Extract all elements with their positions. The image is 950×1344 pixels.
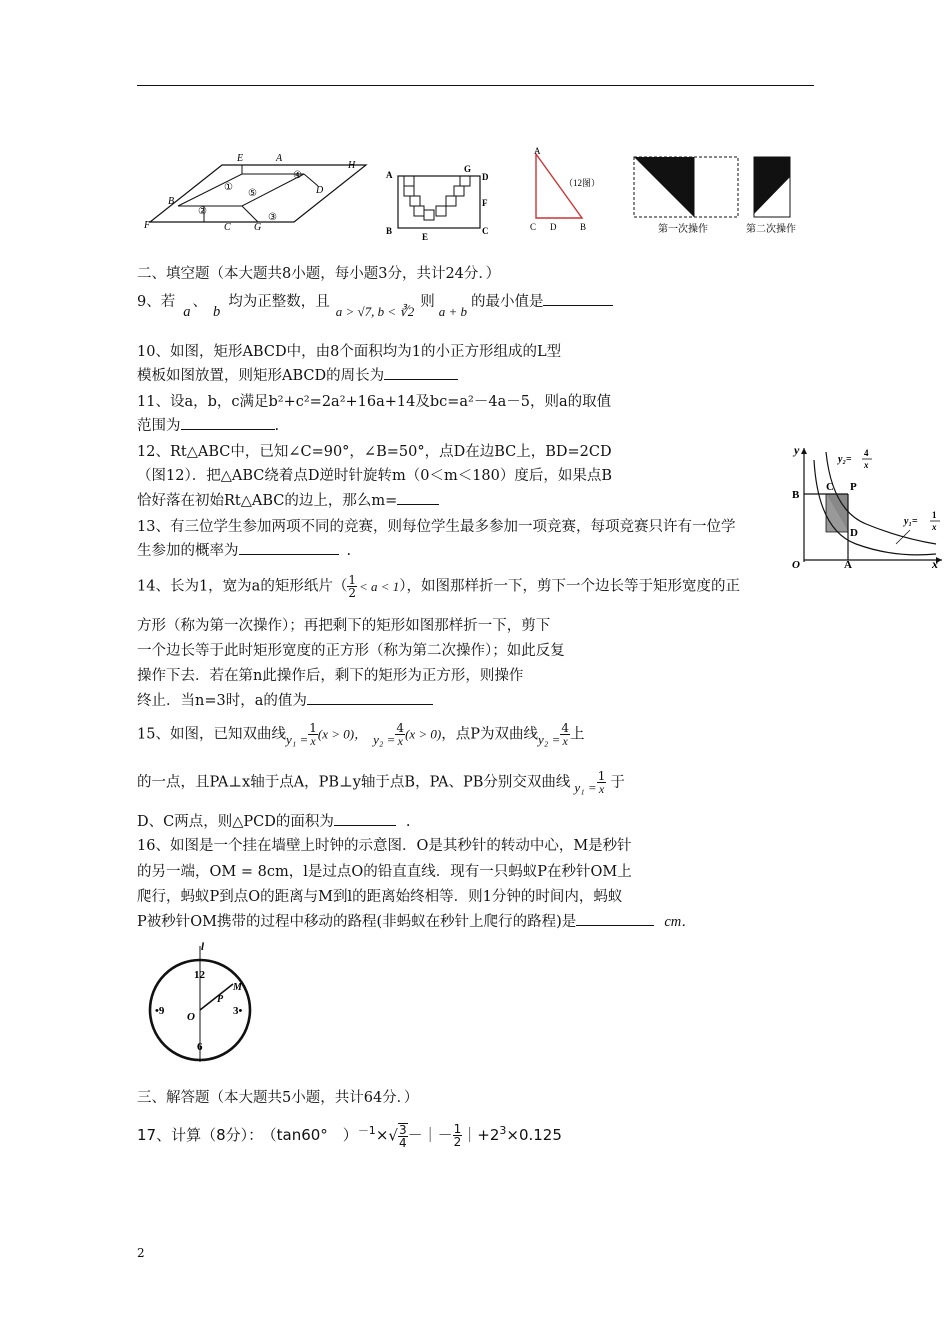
q14-line1b: ），如图那样折一下，剪下一个边长等于矩形宽度的正 (399, 578, 741, 595)
q14-line1a: 14、长为1，宽为a的矩形纸片（ (137, 578, 348, 595)
fig-label-A: A (276, 153, 283, 164)
q16-line1: 16、如图是一个挂在墙壁上时钟的示意图．O是其秒针的转动中心，M是秒针 (137, 838, 632, 854)
q17-prefix: 17、计算（8分）： (137, 1126, 264, 1144)
q12-line3: 恰好落在初始Rt△ABC的边上，那么m= (137, 493, 398, 509)
q15-line1a: 15、如图，已知双曲线 (137, 726, 286, 743)
q17-cube: 3 (499, 1124, 507, 1137)
q17-sqrt: √ $\frac{3}{4}$ (388, 1122, 407, 1150)
clock-o: O (187, 1011, 195, 1023)
graph-y-label: y (794, 443, 800, 457)
figure-hyperbola-graph (786, 440, 946, 570)
graph-b-label: B (792, 489, 800, 501)
question-15-line2 (137, 770, 625, 795)
q17-sqrt-den: 4 (398, 1135, 407, 1150)
q15-y2-repeat: y₂ = (538, 731, 561, 747)
figure-L-template (384, 160, 494, 242)
graph-y1-den: x (932, 522, 937, 532)
question-15-line3 (137, 810, 410, 831)
question-12-line3 (137, 489, 439, 510)
graph-y1-num: 1 (932, 510, 937, 520)
header-rule (137, 85, 814, 86)
clock-m: M (233, 982, 242, 993)
graph-p-label: P (850, 481, 857, 493)
fig12-label-D: D (550, 222, 557, 232)
fig-label-E: E (237, 153, 244, 164)
q16-unit: cm． (664, 914, 696, 930)
graph-c-label: C (826, 481, 834, 493)
page-number: 2 (137, 1246, 145, 1260)
q16-line3: 爬行，蚂蚁P到点O的距离与M到l的距离始终相等．则1分钟的时间内，蚂蚁 (137, 889, 623, 905)
q9-prefix: 9、若 (137, 294, 176, 310)
fig-label-3: ③ (268, 212, 277, 223)
q14-line5: 终止．当n=3时，a的值为 (137, 693, 307, 709)
q15-y2: y₂ = (373, 731, 396, 747)
L-label-D: D (482, 172, 489, 182)
q15-y2-repeat-fraction: $\frac{4}{x}$ (561, 721, 569, 748)
graph-x-label: x (932, 557, 938, 570)
q9-then: 则 (420, 294, 435, 310)
question-17 (137, 1122, 562, 1149)
L-label-B: B (386, 226, 393, 236)
q9-expr: a + b (438, 304, 467, 319)
fig-label-D: D (316, 185, 324, 196)
q9-a: a (183, 304, 191, 320)
op1-caption: 第一次操作 (658, 224, 708, 235)
q13-line2: 生参加的概率为 (137, 543, 239, 559)
figure-clock (137, 938, 263, 1066)
fig12-label-A: A (534, 146, 541, 156)
q15-y2-num: 4 (396, 721, 405, 735)
q17-half (453, 1123, 463, 1148)
q15-line3-end: . (405, 814, 411, 830)
fig-label-4: ④ (293, 170, 302, 181)
graph-d-label: D (850, 527, 858, 539)
q15-y2-fraction (395, 722, 405, 747)
q15-line1c: 上 (569, 726, 585, 743)
q9-answer-blank[interactable] (543, 291, 613, 306)
q15-y2-cond: (x > 0) (405, 726, 442, 742)
q15-y1-num: 1 (309, 721, 317, 735)
q11-line2-end: . (274, 418, 280, 434)
L-label-C: C (482, 226, 489, 236)
fig-label-G: G (254, 222, 262, 233)
L-label-F: F (482, 198, 488, 208)
fig-label-F: F (144, 220, 151, 231)
fig-label-B: B (168, 196, 175, 207)
q14-line2: 方形（称为第一次操作）；再把剩下的矩形如图那样折一下，剪下 (137, 618, 551, 634)
q10-answer-blank[interactable] (384, 365, 458, 380)
fig-label-5: ⑤ (248, 188, 257, 199)
question-11-line2 (137, 414, 279, 435)
question-15-line1 (137, 722, 584, 747)
q14-frac-num: 1 (348, 573, 356, 587)
clock-3: 3• (233, 1005, 243, 1017)
q14-line4: 操作下去．若在第n此操作后，剩下的矩形为正方形，则操作 (137, 668, 524, 684)
fig-label-H: H (348, 160, 356, 171)
q12-answer-blank[interactable] (397, 490, 439, 505)
graph-o-label: O (792, 559, 800, 570)
q13-line2-end: . (346, 543, 352, 559)
question-16-line4 (137, 910, 696, 931)
q11-line2: 范围为 (137, 418, 181, 434)
q17-expr-a: （tan60° ） (269, 1126, 358, 1144)
q11-answer-blank[interactable] (181, 415, 275, 430)
figure-second-operation (744, 154, 814, 236)
clock-6: 6 (197, 1041, 203, 1053)
q15-y1-cond: (x > 0)， (317, 726, 368, 742)
q9-sep: 、 (192, 294, 207, 310)
q17-half-num: 1 (453, 1122, 462, 1136)
fig12-label-C: C (530, 222, 537, 232)
q15-y1-repeat: y₁ = (574, 779, 597, 795)
figure-first-operation (632, 154, 742, 236)
figure-parallelogram (138, 148, 368, 238)
q15-y1-fraction (308, 722, 318, 747)
graph-y2-label: y₂= (838, 454, 852, 465)
q10-line2: 模板如图放置，则矩形ABCD的周长为 (137, 368, 385, 384)
q9-suffix: 的最小值是 (470, 294, 544, 310)
q14-ineq: < a < 1 (358, 578, 400, 594)
graph-y2-den: x (864, 460, 869, 470)
q17-minus: －｜－ (407, 1126, 453, 1144)
q9-mid: 均为正整数，且 (228, 294, 330, 310)
q12-line1: 12、Rt△ABC中，已知∠C=90°，∠B=50°，点D在边BC上，BD=2CD (137, 444, 612, 460)
clock-p: P (217, 994, 224, 1005)
fig-label-C: C (224, 222, 231, 233)
q17-bar: ｜+2 (462, 1126, 500, 1144)
clock-9: •9 (155, 1005, 165, 1017)
q15-line1b: ，点P为双曲线 (441, 726, 539, 743)
q13-line1: 13、有三位学生参加两项不同的竞赛，则每位学生最多参加一项竞赛，每项竞赛只许有一位学 (137, 519, 736, 535)
q15-line2b: 于 (610, 774, 625, 791)
q13-answer-blank[interactable] (239, 540, 339, 555)
op2-caption: 第二次操作 (746, 224, 796, 235)
q16-line4: P被秒针OM携带的过程中移动的路程(非蚂蚁在秒针上爬行的路程)是 (137, 914, 577, 930)
q17-times1: × (375, 1126, 389, 1144)
question-14-line1 (137, 574, 740, 599)
q16-answer-blank[interactable] (576, 911, 654, 926)
q16-line2: 的另一端，OM = 8cm，l是过点O的铅直直线．现有一只蚂蚁P在秒针OM上 (137, 864, 632, 880)
clock-12: 12 (194, 969, 205, 981)
q15-y2-den: x (397, 734, 403, 748)
q14-line3: 一个边长等于此时矩形宽度的正方形（称为第二次操作）；如此反复 (137, 643, 565, 659)
q9-b: b (212, 304, 221, 320)
L-label-G: G (464, 164, 472, 174)
L-label-A: A (386, 170, 393, 180)
fig-label-1: ① (224, 182, 233, 193)
q17-sqrt-num: 3 (398, 1122, 407, 1137)
q15-y1-repeat-fraction: $\frac{1}{x}$ (597, 769, 606, 796)
q14-fraction (347, 574, 357, 599)
q17-half-den: 2 (453, 1135, 462, 1149)
q10-line1: 10、如图，矩形ABCD中，由8个面积均为1的小正方形组成的L型 (137, 344, 562, 360)
question-10-line2 (137, 364, 458, 385)
q17-tail: ×0.125 (506, 1126, 562, 1144)
q15-line2a: 的一点，且PA⊥x轴于点A，PB⊥y轴于点B，PA、PB分别交双曲线 (137, 774, 571, 791)
q9-cond: a > √7, b < ∛2 (335, 304, 415, 319)
section3-heading: 三、解答题（本大题共5小题，共计64分．） (137, 1090, 419, 1106)
q14-answer-blank[interactable] (307, 690, 433, 705)
q12-line2: （图12）．把△ABC绕着点D逆时针旋转m（0＜m＜180）度后，如果点B (137, 468, 613, 484)
question-9 (137, 290, 613, 320)
q15-line3: D、C两点，则△PCD的面积为 (137, 814, 334, 830)
clock-l: l (201, 941, 205, 953)
fig12-caption: （12图） (564, 178, 601, 188)
q14-frac-den: 2 (348, 586, 356, 600)
graph-y1-label: y₁= (904, 516, 918, 527)
figure-12-triangle (526, 146, 626, 236)
q15-y1: y₁ = (285, 731, 309, 747)
graph-y2-num: 4 (864, 448, 869, 458)
q17-exp: －1 (357, 1124, 376, 1137)
fig12-label-B: B (580, 222, 587, 232)
q11-line1: 11、设a，b，c满足b²+c²=2a²+16a+14及bc=a²－4a－5，则a的取值 (137, 394, 612, 410)
q15-y1-den: x (310, 734, 316, 748)
question-13-line2 (137, 539, 351, 560)
section2-heading: 二、填空题（本大题共8小题，每小题3分，共计24分．） (137, 266, 501, 282)
question-14-line5 (137, 689, 433, 710)
L-label-E: E (422, 232, 429, 242)
fig-label-2: ② (198, 206, 207, 217)
q15-answer-blank[interactable] (334, 811, 396, 826)
graph-a-label: A (844, 559, 852, 570)
